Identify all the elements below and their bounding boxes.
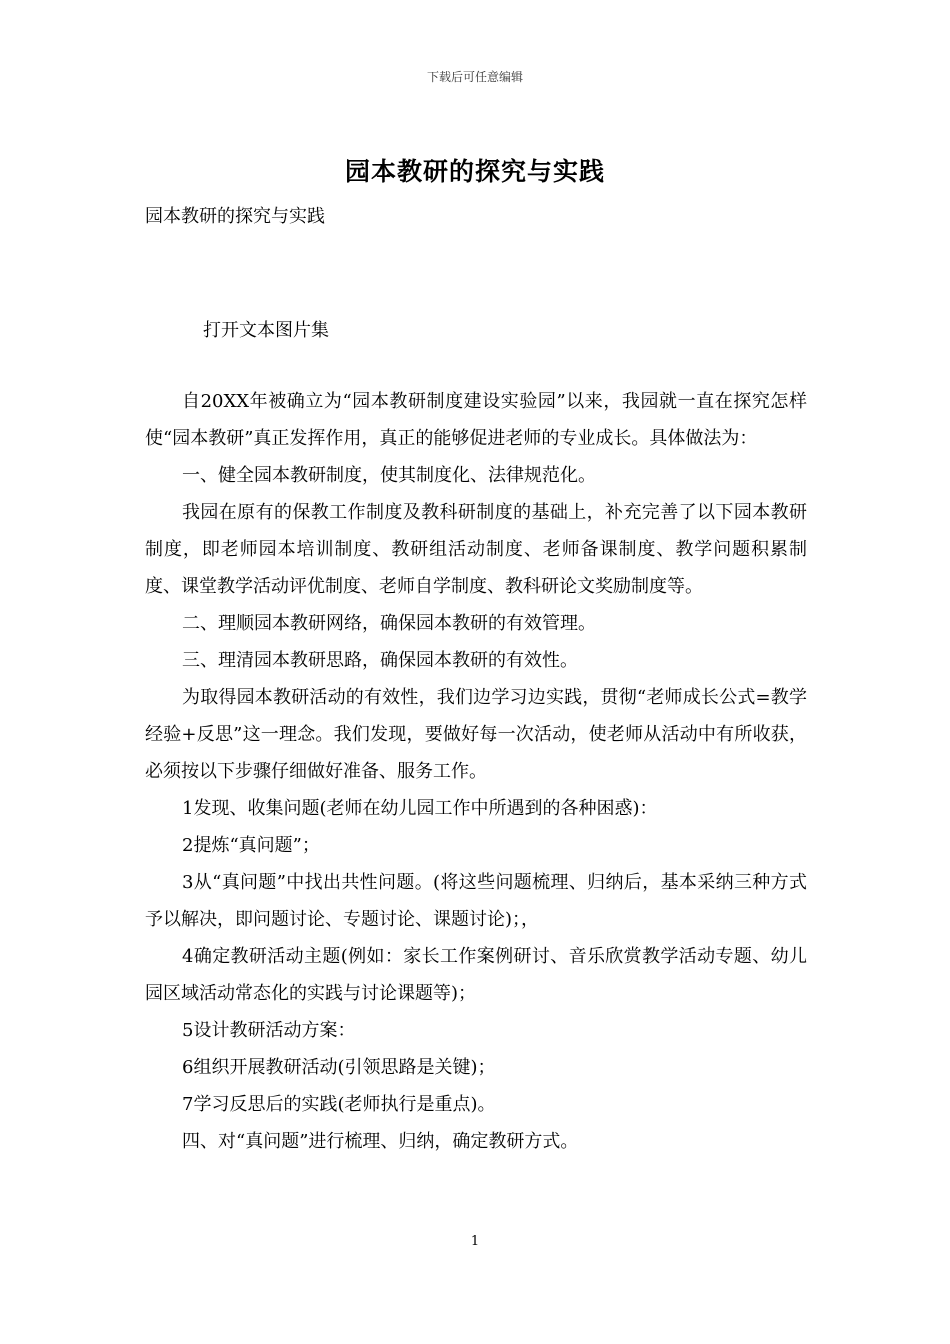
document-subtitle: 园本教研的探究与实践	[145, 206, 325, 227]
document-body	[145, 383, 807, 1160]
step-item: 4确定教研活动主题(例如：家长工作案例研讨、音乐欣赏教学活动专题、幼儿园区域活动常态化的实践与讨论课题等)；	[145, 946, 807, 1004]
section-heading: 四、对“真问题”进行梳理、归纳，确定教研方式。	[182, 1131, 579, 1152]
section-heading: 三、理清园本教研思路，确保园本教研的有效性。	[182, 650, 578, 671]
section-heading: 二、理顺园本教研网络，确保园本教研的有效管理。	[182, 613, 596, 634]
step-item: 5设计教研活动方案：	[182, 1020, 356, 1041]
body-paragraph: 为取得园本教研活动的有效性，我们边学习边实践，贯彻“老师成长公式=教学经验+反思”这一理念。我们发现，要做好每一次活动，使老师从活动中有所收获，必须按以下步骤仔细做好准备、服务工作。	[145, 687, 807, 782]
body-paragraph: 自20XX年被确立为“园本教研制度建设实验园”以来，我园就一直在探究怎样使“园本教研”真正发挥作用，真正的能够促进老师的专业成长。具体做法为：	[145, 391, 807, 449]
document-title: 园本教研的探究与实践	[344, 157, 605, 186]
step-item: 6组织开展教研活动(引领思路是关键)；	[182, 1057, 496, 1078]
step-item: 2提炼“真问题”；	[182, 835, 320, 856]
step-item: 3从“真问题”中找出共性问题。(将这些问题梳理、归纳后，基本采纳三种方式予以解决，即问题讨论、专题讨论、课题讨论)；，	[145, 872, 807, 930]
body-paragraph: 我园在原有的保教工作制度及教科研制度的基础上，补充完善了以下园本教研制度，即老师园本培训制度、教研组活动制度、老师备课制度、教学问题积累制度、课堂教学活动评优制度、老师自学制度、教科研论文奖励制度等。	[145, 502, 807, 597]
image-set-link[interactable]: 打开文本图片集	[203, 320, 329, 341]
header-note: 下载后可任意编辑	[426, 70, 523, 84]
step-item: 1发现、收集问题(老师在幼儿园工作中所遇到的各种困惑)：	[182, 798, 658, 819]
step-item: 7学习反思后的实践(老师执行是重点)。	[182, 1094, 496, 1115]
section-heading: 一、健全园本教研制度，使其制度化、法律规范化。	[182, 465, 596, 486]
page-number: 1	[470, 1234, 480, 1249]
